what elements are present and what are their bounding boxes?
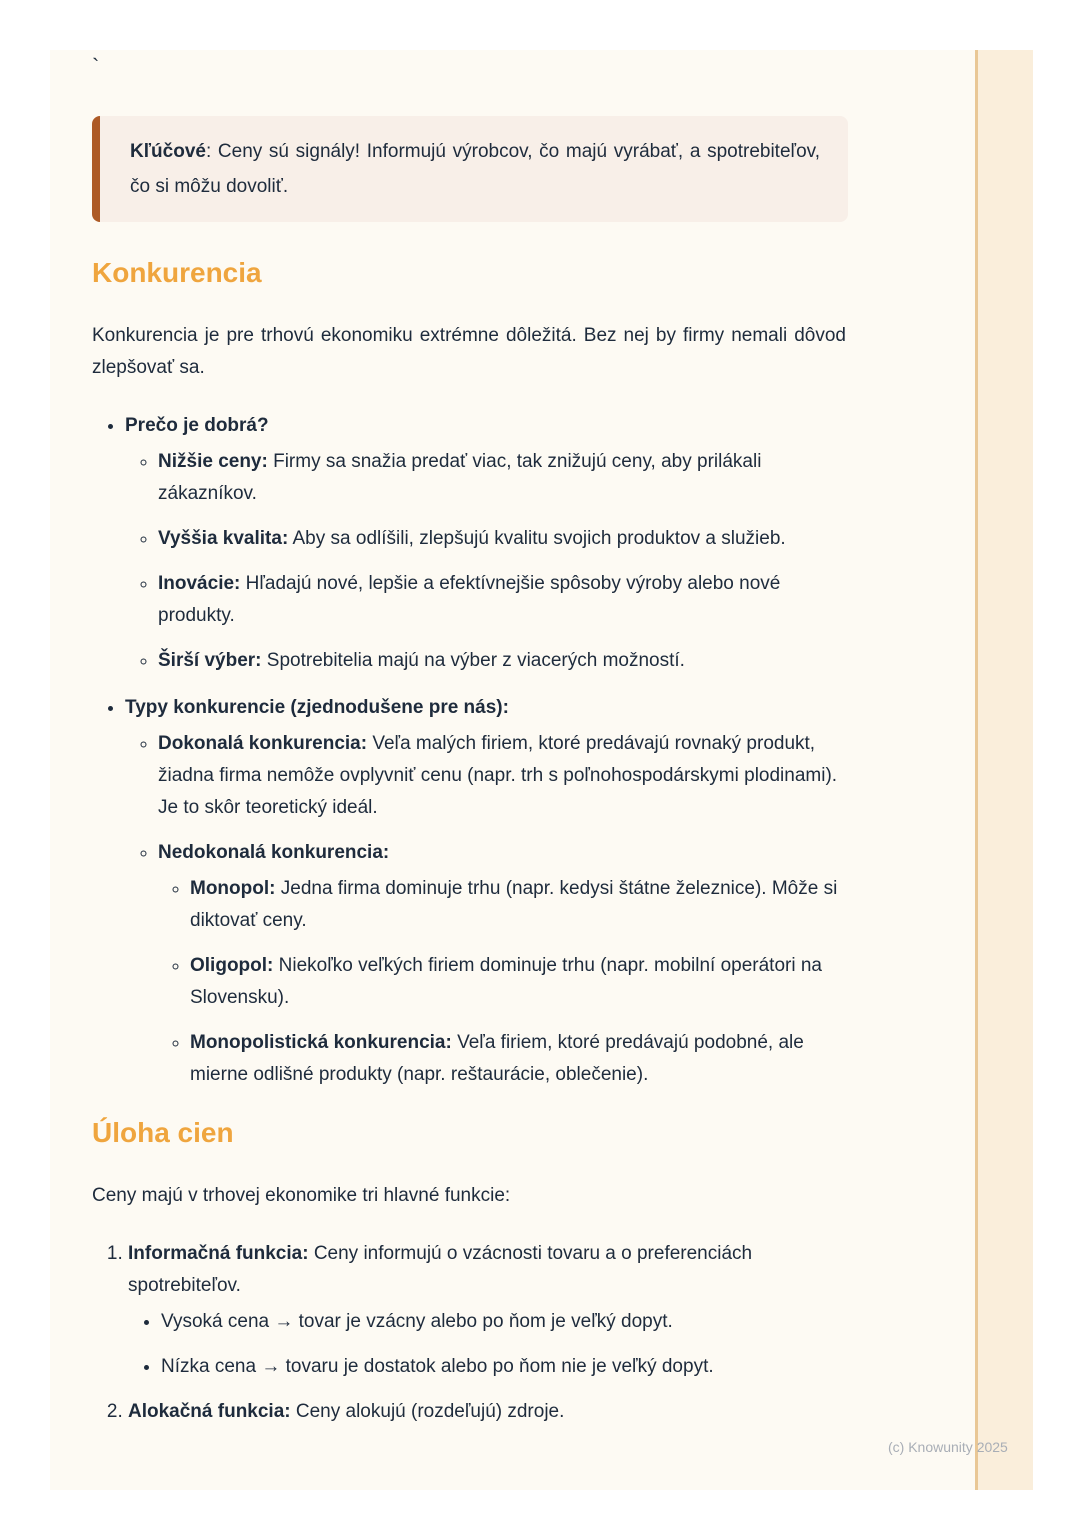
list-item-text: Veľa firiem, ktoré predávajú podobné, ale mierne odlišné produkty (napr. reštaurácie, oblečenie). — [190, 1032, 804, 1085]
konkurencia-intro: Konkurencia je pre trhovú ekonomiku extrémne dôležitá. Bez nej by firmy nemali dôvod zlepšovať sa. — [92, 325, 846, 378]
callout-body: : Ceny sú signály! Informujú výrobcov, čo majú vyrábať, a spotrebiteľov, čo si môžu dovoliť. — [130, 141, 820, 197]
heading-konkurencia: Konkurencia — [92, 257, 262, 288]
list-item-label: Monopol: — [190, 878, 276, 899]
list-item-nizka-cena: • Nízka cena → tovaru je dostatok alebo po ňom nie je veľký dopyt. — [161, 1351, 846, 1383]
imperfect-competition-sublist — [158, 873, 846, 1091]
informacna-sublist — [128, 1306, 846, 1383]
list-item-label: Vyššia kvalita: — [158, 528, 289, 549]
list-item-nedokonala — [158, 837, 846, 1091]
list-item-monopolisticka — [190, 1027, 846, 1091]
price-functions-list — [92, 1238, 846, 1428]
callout-text — [130, 134, 820, 204]
list-item-informacna-funkcia — [128, 1238, 846, 1383]
list-item-vyssia-kvalita — [158, 523, 846, 555]
list-item-text: Ceny informujú o vzácnosti tovaru a o preferenciách spotrebiteľov. — [128, 1243, 753, 1296]
list-item-vysoka-cena: • Vysoká cena → tovar je vzácny alebo po ňom je veľký dopyt. — [161, 1306, 846, 1338]
list-item-text: Hľadajú nové, lepšie a efektívnejšie spôsoby výroby alebo nové produkty. — [158, 573, 781, 626]
list-item-label: Nižšie ceny: — [158, 451, 268, 472]
list-item-text: Spotrebitelia majú na výber z viacerých možností. — [261, 650, 685, 671]
why-good-sublist — [125, 446, 846, 677]
list-item-oligopol — [190, 950, 846, 1014]
section-uloha-cien — [92, 1116, 846, 1428]
list-item-text: Aby sa odlíšili, zlepšujú kvalitu svojich produktov a služieb. — [288, 528, 786, 549]
document-page — [50, 50, 1033, 1490]
list-item-text: Ceny alokujú (rozdeľujú) zdroje. — [290, 1401, 565, 1422]
list-item-text: Jedna firma dominuje trhu (napr. kedysi štátne železnice). Môže si diktovať ceny. — [190, 878, 838, 931]
side-accent-band — [975, 50, 1033, 1490]
section-konkurencia — [92, 256, 846, 1091]
list-item-monopol — [190, 873, 846, 937]
list-item-label: Alokačná funkcia: — [128, 1401, 291, 1422]
list-item-label: Monopolistická konkurencia: — [190, 1032, 452, 1053]
types-sublist — [125, 728, 846, 1091]
list-item-label: Nedokonalá konkurencia: — [158, 842, 390, 863]
stray-backtick: ` — [92, 54, 100, 79]
uloha-intro: Ceny majú v trhovej ekonomike tri hlavné funkcie: — [92, 1185, 511, 1206]
list-item-sirsi-vyber — [158, 645, 846, 677]
list-item-text: Niekoľko veľkých firiem dominuje trhu (napr. mobilní operátori na Slovensku). — [190, 955, 822, 1008]
list-item-inovacie — [158, 568, 846, 632]
list-item-text: Veľa malých firiem, ktoré predávajú rovnaký produkt, žiadna firma nemôže ovplyvniť cenu (napr. trh s poľnohospodárskymi plodinami). Je to skôr teoretický ideál. — [158, 733, 838, 818]
konkurencia-list — [92, 410, 846, 1091]
list-item-typy-konkurencie — [125, 692, 846, 1091]
list-item-dokonala — [158, 728, 846, 824]
list-item-label: Prečo je dobrá? — [125, 415, 269, 436]
list-item-label: Inovácie: — [158, 573, 241, 594]
list-item-label: Oligopol: — [190, 955, 274, 976]
list-item-preco-je-dobra — [125, 410, 846, 677]
list-item-label: Dokonalá konkurencia: — [158, 733, 368, 754]
list-item-nizsie-ceny — [158, 446, 846, 510]
list-item-label: Širší výber: — [158, 650, 262, 671]
list-item-label: Informačná funkcia: — [128, 1243, 309, 1264]
copyright-watermark: (c) Knowunity 2025 — [888, 1439, 1008, 1455]
page-content — [92, 116, 846, 1428]
callout-label: Kľúčové — [130, 141, 206, 162]
key-takeaway-callout — [92, 116, 848, 222]
heading-uloha-cien: Úloha cien — [92, 1117, 234, 1148]
list-item-text: Firmy sa snažia predať viac, tak znižujú ceny, aby prilákali zákazníkov. — [158, 451, 762, 504]
list-item-label: Typy konkurencie (zjednodušene pre nás): — [125, 697, 509, 718]
list-item-alokacna-funkcia — [128, 1396, 846, 1428]
